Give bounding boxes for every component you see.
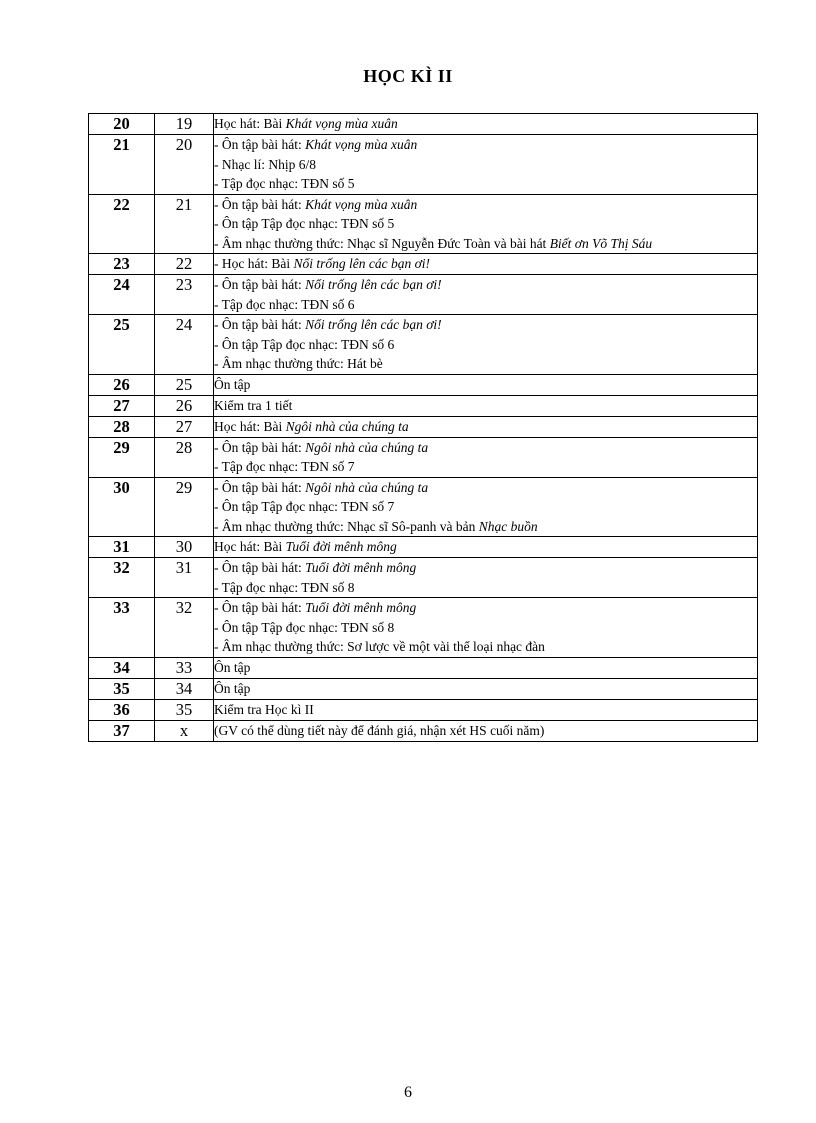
song-title-text: Biết ơn Võ Thị Sáu (549, 235, 653, 251)
lesson-cell: 19 (155, 114, 214, 135)
song-title-text: Nhạc buồn (478, 518, 538, 534)
content-text: - Học hát: Bài (214, 256, 294, 271)
week-cell: 29 (89, 437, 155, 477)
content-text: - Ôn tập bài hát: (214, 560, 306, 575)
table-row (89, 537, 758, 558)
content-line (214, 417, 757, 437)
content-text: - Ôn tập bài hát: (214, 196, 306, 212)
table-row (89, 699, 758, 720)
content-cell (214, 395, 758, 416)
song-title-text: Ngôi nhà của chúng ta (285, 418, 409, 434)
song-title-text: Tuổi đời mênh mông (305, 600, 417, 615)
table-row (89, 598, 758, 658)
week-cell: 35 (89, 678, 155, 699)
content-line (214, 637, 757, 657)
content-text: - Ôn tập Tập đọc nhạc: TĐN số 8 (214, 619, 395, 635)
content-line (214, 254, 757, 274)
content-line (214, 438, 757, 458)
table-row (89, 477, 758, 537)
lesson-cell: 26 (155, 395, 214, 416)
content-cell (214, 720, 758, 741)
content-cell (214, 678, 758, 699)
lesson-plan-body (89, 114, 758, 742)
song-title-text: Khát vọng mùa xuân (305, 137, 418, 152)
lesson-cell: 22 (155, 254, 214, 275)
content-cell (214, 598, 758, 658)
week-cell: 23 (89, 254, 155, 275)
lesson-cell: 21 (155, 194, 214, 254)
song-title-text: Nổi trống lên các bạn ơi! (305, 317, 442, 332)
week-cell: 30 (89, 477, 155, 537)
content-line (214, 558, 757, 578)
content-cell (214, 437, 758, 477)
content-line (214, 295, 757, 315)
content-cell (214, 374, 758, 395)
lesson-cell: 31 (155, 558, 214, 598)
content-text: Ôn tập (214, 659, 251, 675)
content-cell (214, 537, 758, 558)
content-line (214, 457, 757, 477)
content-text: Học hát: Bài (214, 116, 286, 131)
table-row (89, 374, 758, 395)
content-text: - Ôn tập bài hát: (214, 317, 306, 332)
content-cell (214, 477, 758, 537)
content-line (214, 354, 757, 374)
content-text: - Tập đọc nhạc: TĐN số 8 (214, 579, 355, 595)
table-row (89, 558, 758, 598)
content-line (214, 537, 757, 557)
content-cell (214, 657, 758, 678)
week-cell: 37 (89, 720, 155, 741)
content-cell (214, 315, 758, 375)
week-cell: 22 (89, 194, 155, 254)
lesson-cell: 30 (155, 537, 214, 558)
lesson-cell: 27 (155, 416, 214, 437)
content-line (214, 517, 757, 537)
content-text: - Ôn tập Tập đọc nhạc: TĐN số 7 (214, 499, 395, 514)
content-text: - Ôn tập Tập đọc nhạc: TĐN số 5 (214, 216, 395, 231)
song-title-text: Tuổi đời mênh mông (305, 560, 417, 575)
content-line (214, 135, 757, 155)
table-row (89, 194, 758, 254)
content-text: (GV có thể dùng tiết này để đánh giá, nhận xét HS cuối năm) (214, 722, 545, 738)
lesson-cell: 35 (155, 699, 214, 720)
content-text: - Tập đọc nhạc: TĐN số 7 (214, 459, 355, 474)
content-text: - Ôn tập bài hát: (214, 277, 306, 292)
content-text: - Tập đọc nhạc: TĐN số 6 (214, 296, 355, 312)
week-cell: 24 (89, 275, 155, 315)
lesson-cell: 24 (155, 315, 214, 375)
content-line (214, 618, 757, 638)
content-text: - Âm nhạc thường thức: Nhạc sĩ Nguyễn Đức Toàn và bài hát (214, 235, 550, 251)
table-row (89, 275, 758, 315)
table-row (89, 135, 758, 195)
week-cell: 31 (89, 537, 155, 558)
content-cell (214, 114, 758, 135)
content-line (214, 155, 757, 175)
week-cell: 26 (89, 374, 155, 395)
song-title-text: Tuổi đời mênh mông (285, 539, 397, 554)
content-line (214, 234, 757, 254)
song-title-text: Ngôi nhà của chúng ta (305, 439, 429, 455)
table-row (89, 657, 758, 678)
lesson-cell: 25 (155, 374, 214, 395)
content-line (214, 396, 757, 416)
content-text: - Âm nhạc thường thức: Nhạc sĩ Sô-panh và bản (214, 518, 479, 534)
content-cell (214, 254, 758, 275)
lesson-cell: 23 (155, 275, 214, 315)
week-cell: 33 (89, 598, 155, 658)
table-row (89, 395, 758, 416)
content-line (214, 679, 757, 699)
song-title-text: Nổi trống lên các bạn ơi! (305, 277, 442, 292)
song-title-text: Ngôi nhà của chúng ta (305, 479, 429, 495)
content-line (214, 478, 757, 498)
song-title-text: Khát vọng mùa xuân (305, 196, 418, 212)
content-text: - Ôn tập bài hát: (214, 439, 306, 455)
song-title-text: Khát vọng mùa xuân (285, 116, 398, 131)
table-row (89, 315, 758, 375)
content-text: - Âm nhạc thường thức: Hát bè (214, 356, 383, 371)
content-text: Kiểm tra 1 tiết (214, 397, 293, 413)
content-line (214, 174, 757, 194)
table-row (89, 678, 758, 699)
content-cell (214, 135, 758, 195)
song-title-text: Nổi trống lên các bạn ơi! (293, 256, 431, 271)
content-text: - Ôn tập bài hát: (214, 137, 306, 152)
content-line (214, 195, 757, 215)
content-text: Kiểm tra Học kì II (214, 701, 314, 717)
content-line (214, 114, 757, 134)
content-line (214, 335, 757, 355)
week-cell: 28 (89, 416, 155, 437)
content-line (214, 375, 757, 395)
table-row (89, 114, 758, 135)
content-text: Ôn tập (214, 376, 251, 392)
table-row (89, 720, 758, 741)
content-text: Học hát: Bài (214, 539, 286, 554)
page-number: 6 (404, 1084, 412, 1101)
content-line (214, 214, 757, 234)
lesson-cell: 28 (155, 437, 214, 477)
content-line (214, 721, 757, 741)
week-cell: 34 (89, 657, 155, 678)
content-text: - Ôn tập Tập đọc nhạc: TĐN số 6 (214, 336, 395, 352)
content-line (214, 578, 757, 598)
week-cell: 27 (89, 395, 155, 416)
content-cell (214, 275, 758, 315)
content-cell (214, 558, 758, 598)
content-cell (214, 416, 758, 437)
table-row (89, 437, 758, 477)
content-line (214, 275, 757, 295)
week-cell: 32 (89, 558, 155, 598)
section-title: HỌC KÌ II (363, 66, 453, 86)
content-text: - Tập đọc nhạc: TĐN số 5 (214, 176, 355, 191)
content-line (214, 700, 757, 720)
content-text: Ôn tập (214, 680, 251, 696)
content-line (214, 598, 757, 618)
content-text: - Nhạc lí: Nhịp 6/8 (214, 156, 316, 172)
lesson-cell: x (155, 720, 214, 741)
content-cell (214, 699, 758, 720)
lesson-cell: 33 (155, 657, 214, 678)
content-text: Học hát: Bài (214, 418, 286, 434)
content-text: - Ôn tập bài hát: (214, 600, 306, 615)
week-cell: 21 (89, 135, 155, 195)
content-text: - Âm nhạc thường thức: Sơ lược về một vài thể loại nhạc đàn (214, 639, 545, 654)
lesson-cell: 34 (155, 678, 214, 699)
content-line (214, 315, 757, 335)
content-line (214, 658, 757, 678)
content-text: - Ôn tập bài hát: (214, 479, 306, 495)
lesson-plan-table (88, 113, 758, 742)
content-cell (214, 194, 758, 254)
week-cell: 36 (89, 699, 155, 720)
week-cell: 20 (89, 114, 155, 135)
lesson-cell: 29 (155, 477, 214, 537)
lesson-cell: 32 (155, 598, 214, 658)
table-row (89, 254, 758, 275)
content-line (214, 497, 757, 517)
lesson-cell: 20 (155, 135, 214, 195)
table-row (89, 416, 758, 437)
week-cell: 25 (89, 315, 155, 375)
